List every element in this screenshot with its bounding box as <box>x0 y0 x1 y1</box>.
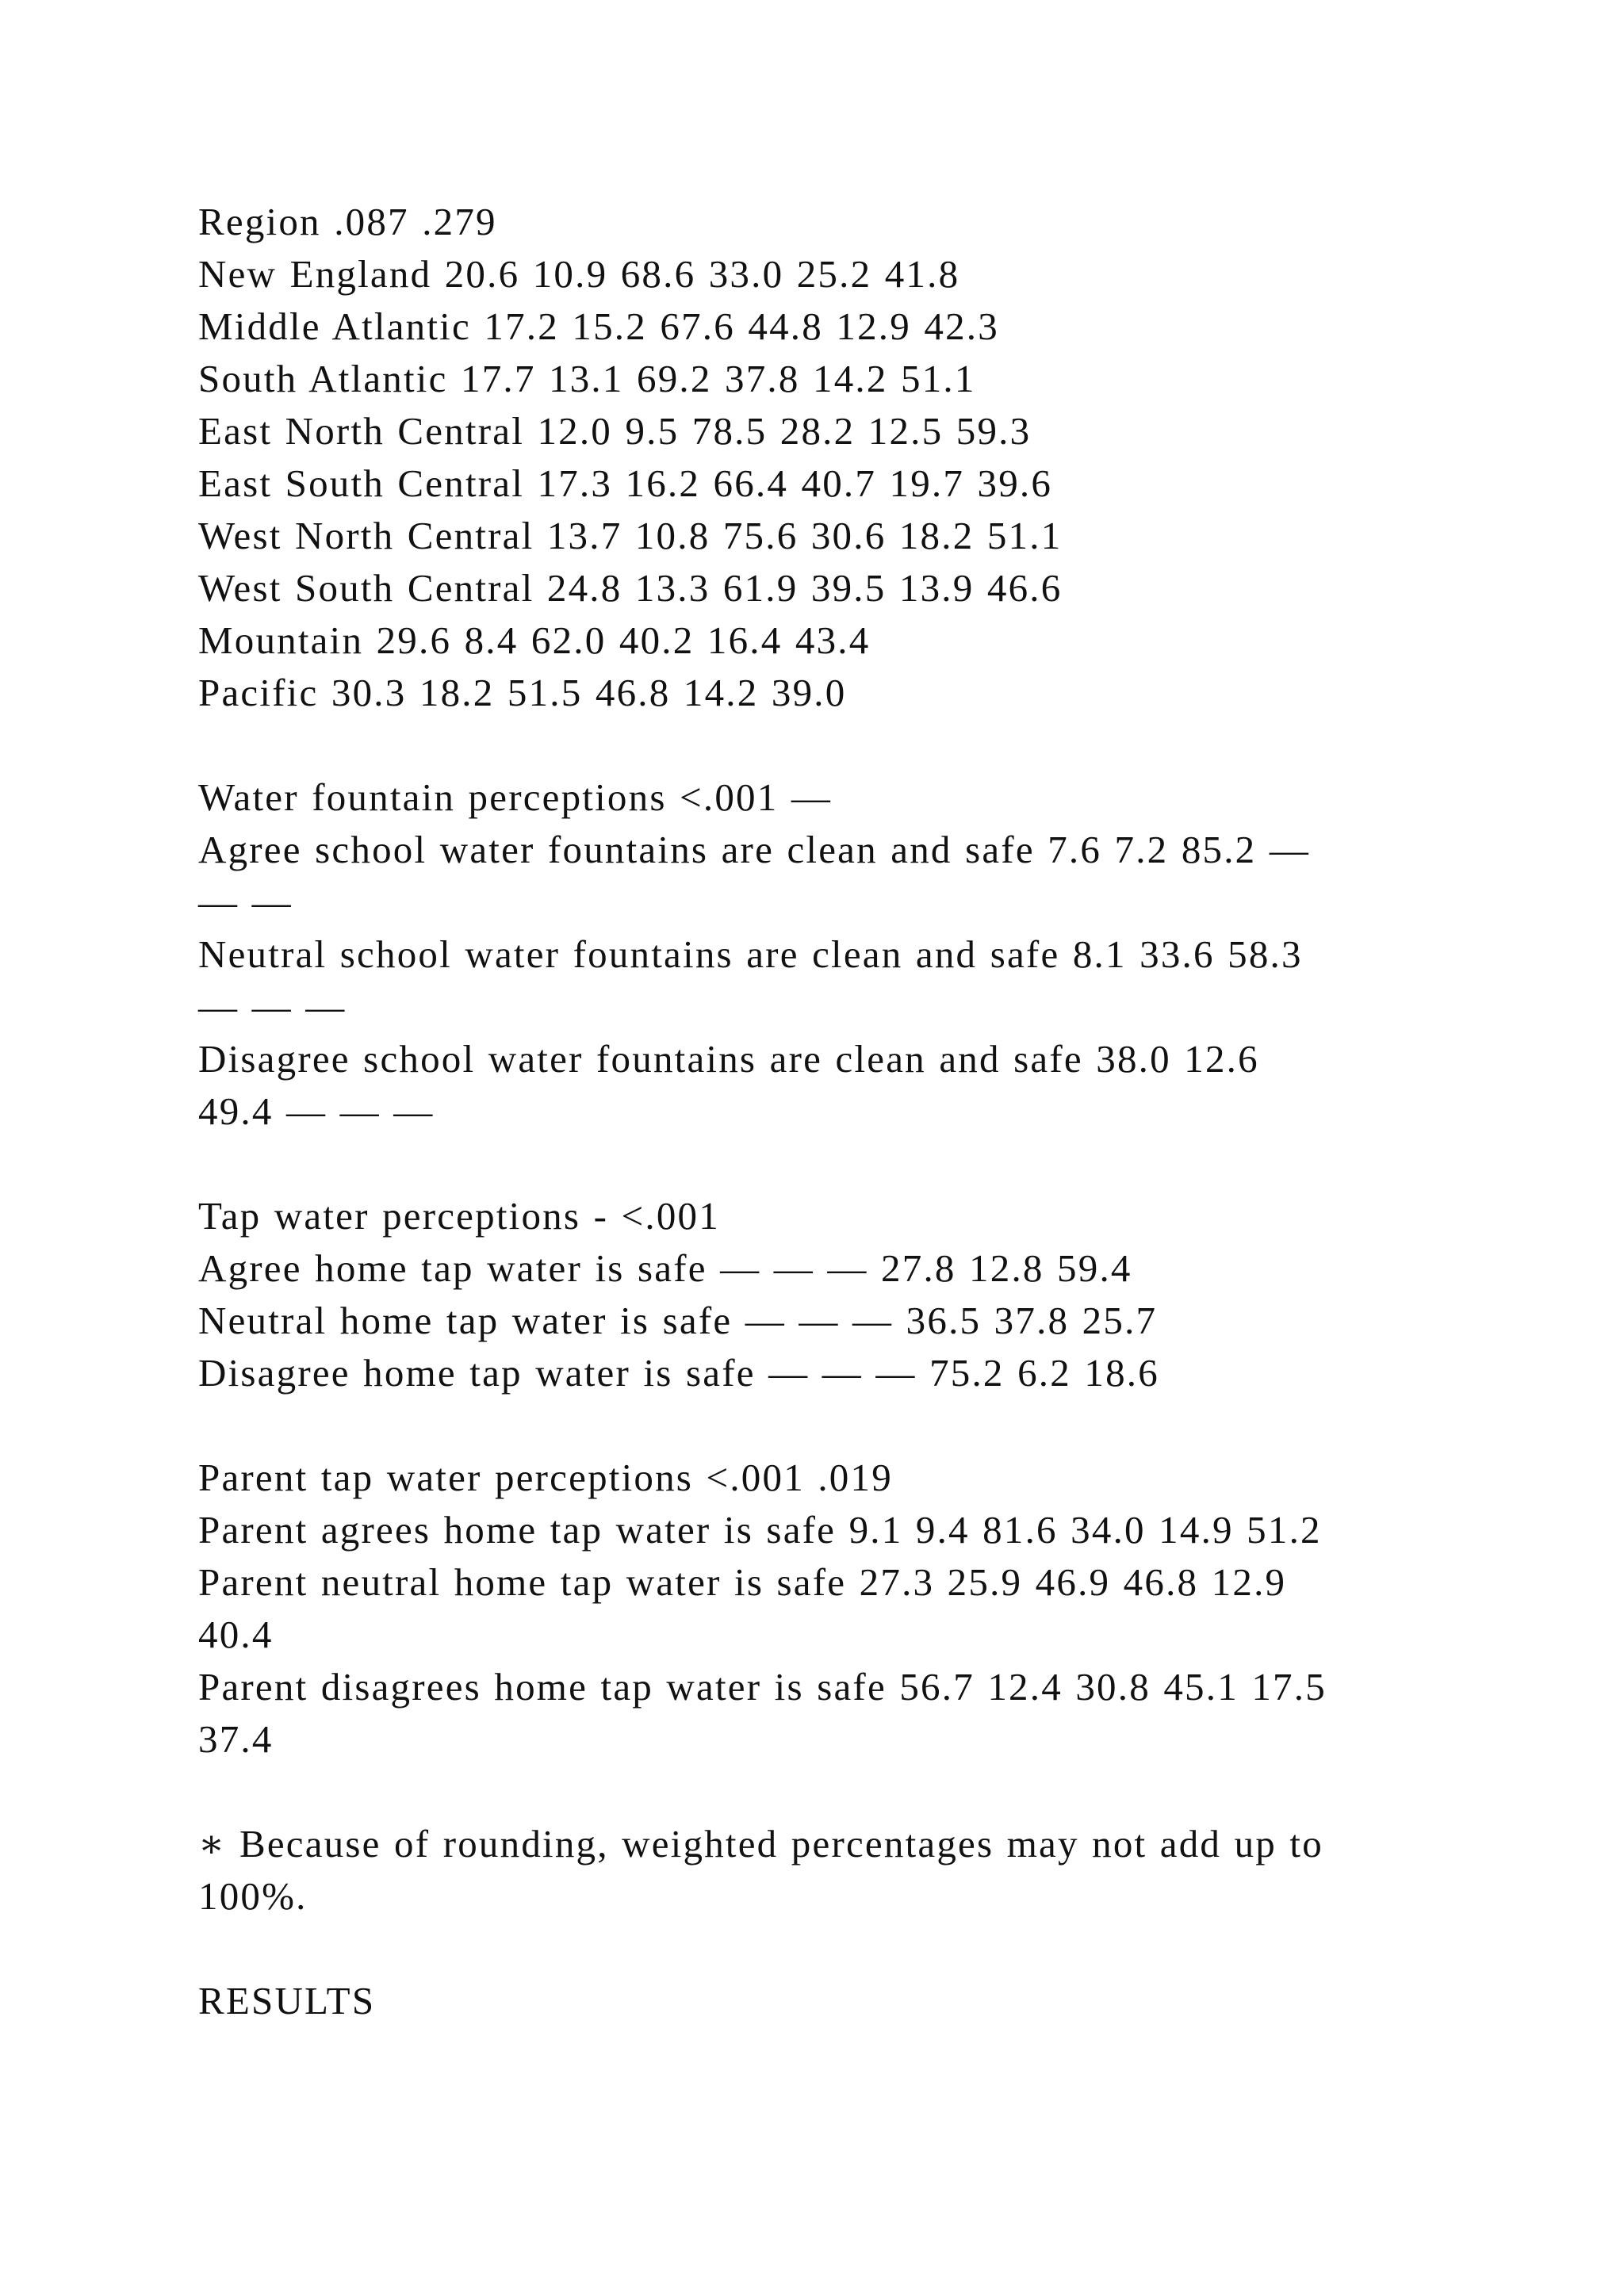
region-row-mountain: Mountain 29.6 8.4 62.0 40.2 16.4 43.4 <box>198 618 871 662</box>
region-row-new-england: New England 20.6 10.9 68.6 33.0 25.2 41.8 <box>198 252 960 296</box>
water-fountain-disagree-row: Disagree school water fountains are clean and safe 38.0 12.6 <box>198 1037 1259 1081</box>
tap-water-neutral-row: Neutral home tap water is safe — — — 36.5 37.8 25.7 <box>198 1299 1158 1342</box>
region-row-east-south-central: East South Central 17.3 16.2 66.4 40.7 19.7 39.6 <box>198 461 1053 505</box>
blank-line <box>198 719 1499 771</box>
tap-water-disagree-row: Disagree home tap water is safe — — — 75.2 6.2 18.6 <box>198 1351 1159 1395</box>
parent-tap-water-section <box>198 1452 1499 1766</box>
parent-neutral-row-cont: 40.4 <box>198 1613 274 1656</box>
parent-neutral-row: Parent neutral home tap water is safe 27.3 25.9 46.9 46.8 12.9 <box>198 1560 1287 1604</box>
blank-line <box>198 1923 1499 1975</box>
region-row-middle-atlantic: Middle Atlantic 17.2 15.2 67.6 44.8 12.9 42.3 <box>198 304 999 348</box>
parent-tap-water-header-row: Parent tap water perceptions <.001 .019 <box>198 1456 893 1499</box>
document-page <box>198 196 1499 2027</box>
region-row-west-north-central: West North Central 13.7 10.8 75.6 30.6 18.2 51.1 <box>198 514 1063 557</box>
blank-line <box>198 1766 1499 1818</box>
water-fountain-neutral-row: Neutral school water fountains are clean and safe 8.1 33.6 58.3 <box>198 932 1303 976</box>
blank-line <box>198 1399 1499 1452</box>
parent-disagrees-row-cont: 37.4 <box>198 1717 274 1761</box>
parent-agrees-row: Parent agrees home tap water is safe 9.1 9.4 81.6 34.0 14.9 51.2 <box>198 1508 1322 1552</box>
water-fountain-neutral-row-cont: — — — <box>198 985 347 1028</box>
region-row-west-south-central: West South Central 24.8 13.3 61.9 39.5 13.9 46.6 <box>198 566 1063 610</box>
tap-water-agree-row: Agree home tap water is safe — — — 27.8 12.8 59.4 <box>198 1246 1132 1290</box>
results-section <box>198 1975 1499 2027</box>
region-row-east-north-central: East North Central 12.0 9.5 78.5 28.2 12.5 59.3 <box>198 409 1032 453</box>
region-row-south-atlantic: South Atlantic 17.7 13.1 69.2 37.8 14.2 51.1 <box>198 357 976 400</box>
water-fountain-header-row: Water fountain perceptions <.001 — <box>198 775 833 819</box>
region-header-row: Region .087 .279 <box>198 200 497 243</box>
water-fountain-disagree-row-cont: 49.4 — — — <box>198 1089 435 1133</box>
parent-disagrees-row: Parent disagrees home tap water is safe 56.7 12.4 30.8 45.1 17.5 <box>198 1665 1327 1709</box>
water-fountain-agree-row-cont: — — <box>198 880 293 924</box>
region-row-pacific: Pacific 30.3 18.2 51.5 46.8 14.2 39.0 <box>198 671 847 714</box>
tap-water-section <box>198 1190 1499 1399</box>
tap-water-header-row: Tap water perceptions - <.001 <box>198 1194 720 1238</box>
blank-line <box>198 1138 1499 1190</box>
results-heading: RESULTS <box>198 1979 376 2022</box>
water-fountain-section <box>198 771 1499 1138</box>
footnote-line-cont: 100%. <box>198 1874 308 1918</box>
region-section <box>198 196 1499 719</box>
footnote <box>198 1818 1499 1923</box>
footnote-line: ∗ Because of rounding, weighted percentages may not add up to <box>198 1822 1323 1866</box>
water-fountain-agree-row: Agree school water fountains are clean and safe 7.6 7.2 85.2 — <box>198 828 1311 871</box>
